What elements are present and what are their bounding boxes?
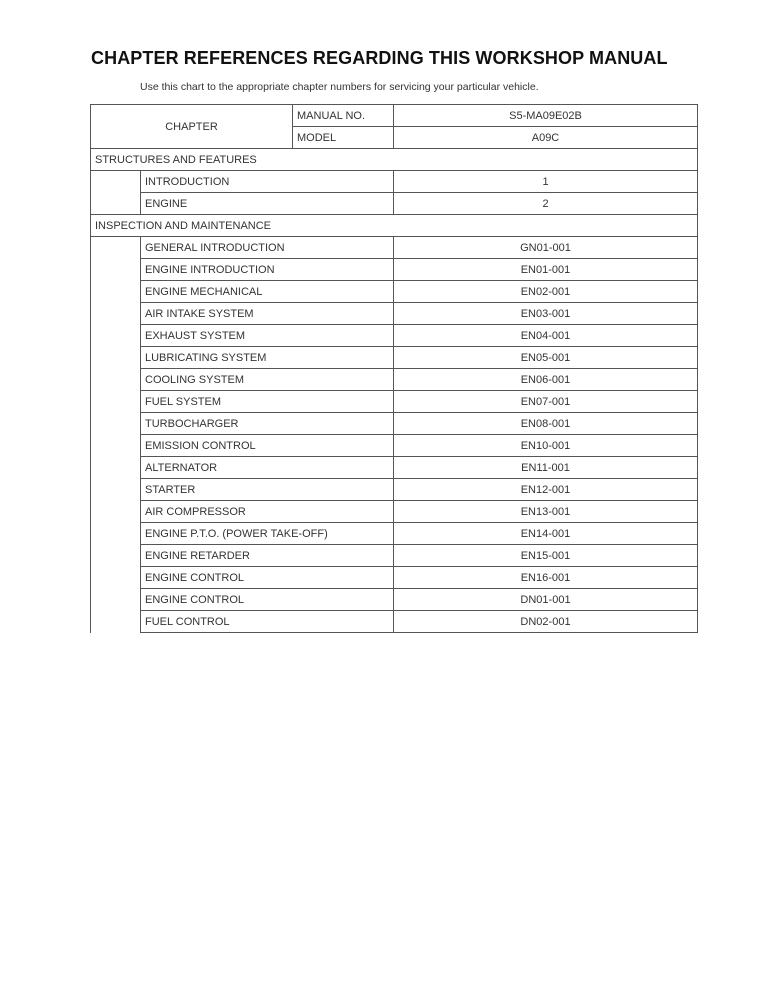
table-row <box>91 413 698 435</box>
chapter-code-cell: EN03-001 <box>394 303 698 325</box>
chapter-header-cell: CHAPTER <box>91 105 293 149</box>
indent-cell <box>91 501 141 523</box>
chapter-code-cell: EN01-001 <box>394 259 698 281</box>
section-title: INSPECTION AND MAINTENANCE <box>91 215 698 237</box>
header-row-manual <box>91 105 698 127</box>
chapter-name-cell: FUEL CONTROL <box>141 611 394 633</box>
chapter-code-cell: EN05-001 <box>394 347 698 369</box>
chapter-name-cell: COOLING SYSTEM <box>141 369 394 391</box>
section-row <box>91 215 698 237</box>
chapter-name-cell: STARTER <box>141 479 394 501</box>
indent-cell <box>91 435 141 457</box>
table-row <box>91 567 698 589</box>
chapter-name-cell: EMISSION CONTROL <box>141 435 394 457</box>
table-row <box>91 457 698 479</box>
chapter-name-cell: ALTERNATOR <box>141 457 394 479</box>
chapter-code-cell: EN06-001 <box>394 369 698 391</box>
chapter-name-cell: FUEL SYSTEM <box>141 391 394 413</box>
table-body <box>91 105 698 633</box>
table-row <box>91 171 698 193</box>
indent-cell <box>91 413 141 435</box>
indent-cell <box>91 479 141 501</box>
page-subtitle: Use this chart to the appropriate chapter numbers for servicing your particular vehicle. <box>140 81 539 93</box>
table-row <box>91 369 698 391</box>
table-row <box>91 545 698 567</box>
table-row <box>91 523 698 545</box>
table-row <box>91 611 698 633</box>
chapter-name-cell: TURBOCHARGER <box>141 413 394 435</box>
chapter-code-cell: EN02-001 <box>394 281 698 303</box>
table-row <box>91 347 698 369</box>
table-row <box>91 589 698 611</box>
chapter-code-cell: DN01-001 <box>394 589 698 611</box>
model-label: MODEL <box>293 127 394 149</box>
chapter-name-cell: LUBRICATING SYSTEM <box>141 347 394 369</box>
indent-cell <box>91 281 141 303</box>
chapter-code-cell: EN11-001 <box>394 457 698 479</box>
indent-cell <box>91 237 141 259</box>
indent-cell <box>91 369 141 391</box>
chapter-code-cell: EN04-001 <box>394 325 698 347</box>
section-row <box>91 149 698 171</box>
indent-cell <box>91 589 141 611</box>
indent-cell <box>91 523 141 545</box>
chapter-name-cell: ENGINE RETARDER <box>141 545 394 567</box>
indent-cell <box>91 347 141 369</box>
model-value: A09C <box>394 127 698 149</box>
chapter-code-cell: 2 <box>394 193 698 215</box>
chapter-code-cell: EN13-001 <box>394 501 698 523</box>
chapter-name-cell: ENGINE P.T.O. (POWER TAKE-OFF) <box>141 523 394 545</box>
indent-cell <box>91 567 141 589</box>
chapter-code-cell: EN12-001 <box>394 479 698 501</box>
indent-cell <box>91 611 141 633</box>
chapter-code-cell: EN10-001 <box>394 435 698 457</box>
chapter-name-cell: ENGINE <box>141 193 394 215</box>
chapter-code-cell: EN15-001 <box>394 545 698 567</box>
chapter-name-cell: ENGINE CONTROL <box>141 589 394 611</box>
chapter-code-cell: EN16-001 <box>394 567 698 589</box>
table-row <box>91 303 698 325</box>
chapter-code-cell: EN07-001 <box>394 391 698 413</box>
chapter-code-cell: EN14-001 <box>394 523 698 545</box>
chapter-name-cell: ENGINE INTRODUCTION <box>141 259 394 281</box>
table-row <box>91 259 698 281</box>
page-title: CHAPTER REFERENCES REGARDING THIS WORKSHOP MANUAL <box>91 48 668 68</box>
indent-cell <box>91 303 141 325</box>
indent-cell <box>91 259 141 281</box>
manual-no-value: S5-MA09E02B <box>394 105 698 127</box>
indent-cell <box>91 545 141 567</box>
indent-cell <box>91 391 141 413</box>
chapter-name-cell: EXHAUST SYSTEM <box>141 325 394 347</box>
chapter-name-cell: AIR INTAKE SYSTEM <box>141 303 394 325</box>
manual-no-label: MANUAL NO. <box>293 105 394 127</box>
table-row <box>91 281 698 303</box>
indent-cell <box>91 325 141 347</box>
section-title: STRUCTURES AND FEATURES <box>91 149 698 171</box>
chapter-name-cell: ENGINE CONTROL <box>141 567 394 589</box>
chapter-code-cell: DN02-001 <box>394 611 698 633</box>
table-row <box>91 501 698 523</box>
chapter-name-cell: GENERAL INTRODUCTION <box>141 237 394 259</box>
chapter-code-cell: GN01-001 <box>394 237 698 259</box>
table-row <box>91 193 698 215</box>
table-row <box>91 435 698 457</box>
chapter-code-cell: 1 <box>394 171 698 193</box>
chapter-name-cell: AIR COMPRESSOR <box>141 501 394 523</box>
table-row <box>91 391 698 413</box>
indent-cell <box>91 171 141 193</box>
chapter-name-cell: INTRODUCTION <box>141 171 394 193</box>
chapter-name-cell: ENGINE MECHANICAL <box>141 281 394 303</box>
indent-cell <box>91 193 141 215</box>
table-row <box>91 325 698 347</box>
chapter-code-cell: EN08-001 <box>394 413 698 435</box>
table-row <box>91 479 698 501</box>
chapter-reference-table <box>90 104 698 633</box>
indent-cell <box>91 457 141 479</box>
table-row <box>91 237 698 259</box>
